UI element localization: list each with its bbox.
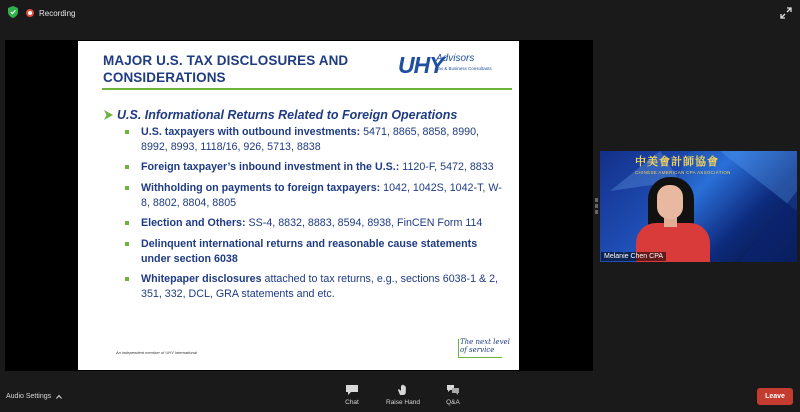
bullet-text: 5471, 8865, 8858, 8990, 8992, 8993, 1118/16, 926, 5713, 8838: [141, 126, 479, 153]
logo-name: Advisors: [436, 53, 475, 64]
participant-name-tag: Melanie Chen CPA: [601, 252, 666, 261]
raise-hand-button[interactable]: [386, 384, 420, 406]
caret-up-icon[interactable]: [56, 394, 62, 400]
record-icon: [26, 9, 34, 17]
bullet-list: [122, 125, 502, 308]
audio-settings-label: Audio Settings: [6, 393, 52, 400]
tagline-underline: [458, 357, 502, 358]
bullet-icon: [125, 277, 129, 281]
bullet-bold: Foreign taxpayer’s inbound investment in the U.S.:: [141, 161, 400, 174]
bullet-item: [122, 216, 502, 231]
participant-face: [657, 185, 683, 219]
bullet-text: 1042, 1042S, 1042-T, W-8, 8802, 8804, 8805: [141, 182, 502, 209]
bullet-item: [122, 237, 502, 266]
slide-footnote: An independent member of UHY International: [116, 350, 197, 355]
meeting-controls-bar: [0, 380, 800, 412]
top-bar: [0, 0, 800, 26]
slide-title-line2: CONSIDERATIONS: [103, 70, 226, 85]
bullet-icon: [125, 242, 129, 246]
bullet-text: 1120-F, 5472, 8833: [399, 161, 494, 174]
bullet-item: [122, 125, 502, 154]
tagline-line1: The next level: [460, 338, 510, 346]
bullet-item: [122, 272, 502, 301]
bullet-icon: [125, 130, 129, 134]
bullet-item: [122, 181, 502, 210]
slide-heading: [104, 108, 457, 122]
title-divider: [102, 88, 512, 90]
hand-icon: [396, 384, 410, 396]
tagline-line2: of service: [460, 346, 495, 354]
recording-label: Recording: [39, 8, 76, 18]
logo-tagline: Tax & Business Consultants: [436, 66, 492, 71]
leave-button[interactable]: Leave: [757, 388, 793, 405]
bullet-text: attached to tax returns, e.g., sections 6038-1 & 2, 351, 332, DCL, GRA statements and etc.: [141, 273, 499, 300]
participant-video[interactable]: [600, 151, 797, 262]
qa-button[interactable]: [446, 384, 460, 406]
raise-hand-label: Raise Hand: [386, 399, 420, 406]
bullet-bold: Election and Others:: [141, 217, 246, 230]
chat-icon: [345, 384, 359, 396]
arrow-bullet-icon: [104, 110, 113, 120]
tagline-accent: [458, 339, 459, 357]
bullet-bold: Delinquent international returns and reasonable cause statements under section 6038: [141, 238, 478, 265]
video-banner-text: 中美會計師協會: [635, 155, 719, 168]
slide-heading-text: U.S. Informational Returns Related to Foreign Operations: [117, 108, 458, 122]
fullscreen-icon[interactable]: [780, 7, 792, 19]
slide-title-line1: MAJOR U.S. TAX DISCLOSURES AND: [103, 53, 349, 68]
bullet-icon: [125, 221, 129, 225]
recording-indicator[interactable]: [26, 6, 75, 20]
slide-tagline: [460, 338, 516, 354]
bullet-text: SS-4, 8832, 8883, 8594, 8938, FinCEN Form 114: [245, 217, 483, 230]
bullet-icon: [125, 186, 129, 190]
bullet-bold: Whitepaper disclosures: [141, 273, 262, 286]
bullet-icon: [125, 165, 129, 169]
panel-splitter-handle[interactable]: [595, 198, 598, 214]
chat-label: Chat: [345, 399, 359, 406]
bullet-item: [122, 160, 502, 175]
bullet-bold: U.S. taxpayers with outbound investments:: [141, 126, 361, 138]
chat-button[interactable]: [345, 384, 359, 406]
presentation-slide: [78, 41, 519, 370]
qa-label: Q&A: [446, 399, 460, 406]
qa-icon: [446, 384, 460, 396]
audio-settings-button[interactable]: [6, 393, 62, 400]
security-shield-icon[interactable]: [8, 6, 18, 18]
video-banner-subtext: CHINESE AMERICAN CPA ASSOCIATION: [635, 170, 731, 175]
bullet-bold: Withholding on payments to foreign taxpayers:: [141, 182, 381, 195]
uhy-logo: [398, 52, 510, 82]
slide-title: [103, 52, 348, 86]
logo-mark: UHY: [398, 52, 444, 78]
